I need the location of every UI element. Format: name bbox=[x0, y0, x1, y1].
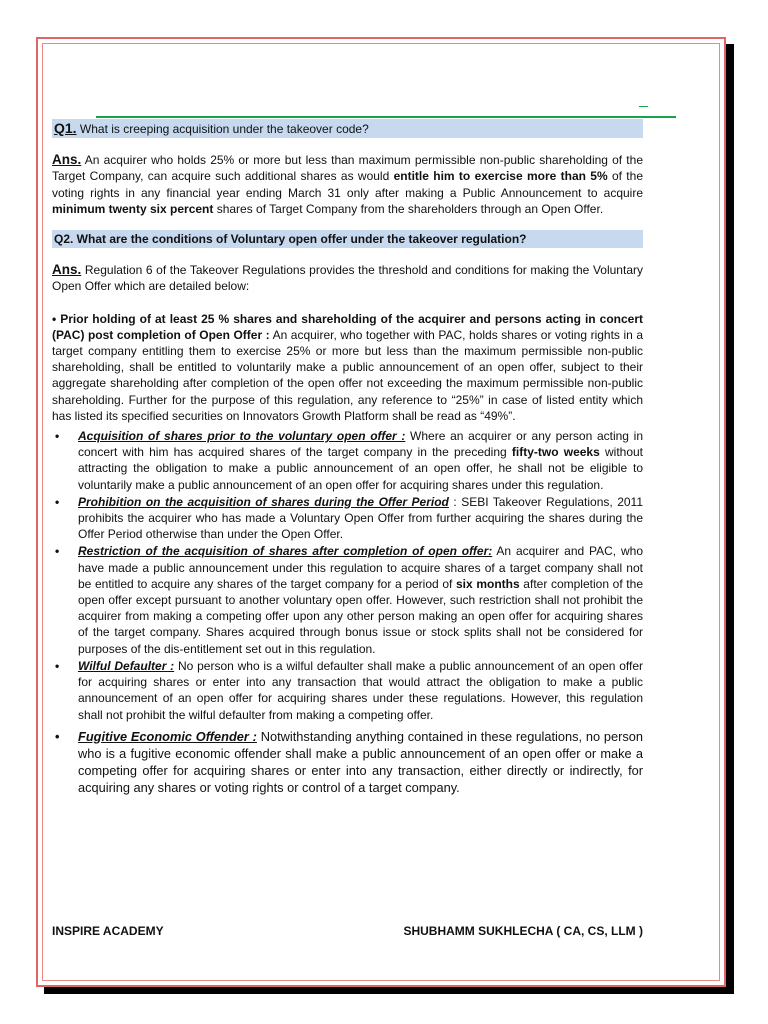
list-item-heading: Prohibition on the acquisition of shares during the Offer Period bbox=[78, 494, 449, 509]
list-item-text-end: without attracting the obligation to make a public announcement of an open offer, he shall not be eligible to voluntarily make a public announcement of an open offer for acquiring shares under this regulation. bbox=[78, 445, 644, 492]
list-item bbox=[52, 428, 643, 493]
prior-holding-paragraph bbox=[52, 311, 643, 424]
footer-right: SHUBHAMM SUKHLECHA ( CA, CS, LLM ) bbox=[403, 924, 643, 938]
question-2-text: Q2. What are the conditions of Voluntary open offer under the takeover regulation? bbox=[54, 232, 527, 247]
answer-2-text: Regulation 6 of the Takeover Regulations provides the threshold and conditions for making the Voluntary Open Offer which are detailed below: bbox=[52, 263, 643, 294]
question-1-text: What is creeping acquisition under the takeover code? bbox=[79, 122, 369, 136]
prior-holding-heading: • Prior holding of at least 25 % shares and shareholding of the acquirer and persons acting in concert (PAC) post completion of Open Offer : bbox=[52, 311, 643, 342]
answer-2 bbox=[52, 262, 643, 294]
answer-1-text-a: An acquirer who holds 25% or more but less than maximum permissible non-public shareholding of the Target Company, can acquire such additional shares as would bbox=[52, 153, 643, 184]
list-item-heading: Restriction of the acquisition of shares after completion of open offer: bbox=[78, 544, 493, 559]
answer-2-label: Ans. bbox=[52, 262, 82, 278]
list-item bbox=[52, 494, 643, 543]
list-item bbox=[52, 728, 643, 796]
answer-1-text-c: shares of Target Company from the shareholders through an Open Offer. bbox=[213, 201, 604, 216]
list-item-heading: Fugitive Economic Offender : bbox=[78, 728, 257, 744]
answer-1-label: Ans. bbox=[52, 152, 82, 168]
question-2-bar bbox=[52, 230, 643, 248]
list-item bbox=[52, 543, 643, 656]
list-item-heading: Wilful Defaulter : bbox=[78, 658, 175, 673]
list-item-text: Notwithstanding anything contained in these regulations, no person who is a fugitive economic offender shall make a public announcement of an open offer or make a competing offer for acquiring shares or enter into any transaction, either directly or indirectly, for acquiring any shares or voting rights or control of a target company. bbox=[78, 728, 644, 795]
list-item-text: : SEBI Takeover Regulations, 2011 prohibits the acquirer who has made a Voluntary Open Offer from further acquiring the shares during the Offer Period otherwise than under the Open Offer. bbox=[78, 494, 643, 542]
list-item-text: Where an acquirer or any person acting in concert with him has acquired shares of the target company in the preceding bbox=[78, 429, 643, 460]
answer-1-bold-b: minimum twenty six percent bbox=[52, 201, 214, 216]
footer-left: INSPIRE ACADEMY bbox=[52, 924, 164, 938]
list-item-bold: fifty-two weeks bbox=[511, 445, 600, 460]
question-1-bar bbox=[52, 119, 643, 138]
conditions-list bbox=[52, 428, 643, 796]
document-body bbox=[52, 119, 643, 797]
list-item-bold: six months bbox=[455, 576, 520, 591]
header-tick bbox=[639, 106, 648, 107]
header-rule bbox=[96, 116, 676, 118]
answer-1 bbox=[52, 152, 643, 217]
list-item bbox=[52, 658, 643, 723]
answer-1-bold-a: entitle him to exercise more than 5% bbox=[393, 169, 608, 184]
answer-1-text-b: of the voting rights in any financial year ending March 31 only after making a Public Announcement to acquire bbox=[52, 169, 643, 200]
list-item-text: An acquirer and PAC, who have made a public announcement under this regulation to acquire shares of a target company shall not be entitled to acquire any shares of the target company for a period of bbox=[78, 544, 643, 591]
prior-holding-text: An acquirer, who together with PAC, holds shares or voting rights in a target company entitling them to exercise 25% or more but less than the maximum permissible non-public shareholding, shall be entitled to voluntarily make a public announcement of an open offer, subject to their aggregate shareholding after completion of the open offer not exceeding the maximum permissible non-public shareholding. Further for the purpose of this regulation, any reference to “25%” in case of listed entity which has listed its specified securities on Innovators Growth Platform shall be read as “49%”. bbox=[52, 327, 644, 423]
list-item-text-end: after completion of the open offer except pursuant to another voluntary open offer. However, such restriction shall not prohibit the acquirer from making a competing offer upon any other person making an open offer for acquiring shares of the target company. Shares acquired through bonus issue or stock splits shall not be considered for purposes of the dis-entitlement set out in this regulation. bbox=[78, 576, 643, 656]
list-item-heading: Acquisition of shares prior to the voluntary open offer : bbox=[78, 429, 406, 444]
question-1-label: Q1. bbox=[54, 120, 77, 136]
list-item-text: No person who is a wilful defaulter shall make a public announcement of an open offer for acquiring shares or enter into any transaction that would attract the obligation to make a public announcement of an open offer for acquiring shares under these regulations. However, this regulation shall not prohibit the wilful defaulter from making a competing offer. bbox=[78, 658, 644, 722]
